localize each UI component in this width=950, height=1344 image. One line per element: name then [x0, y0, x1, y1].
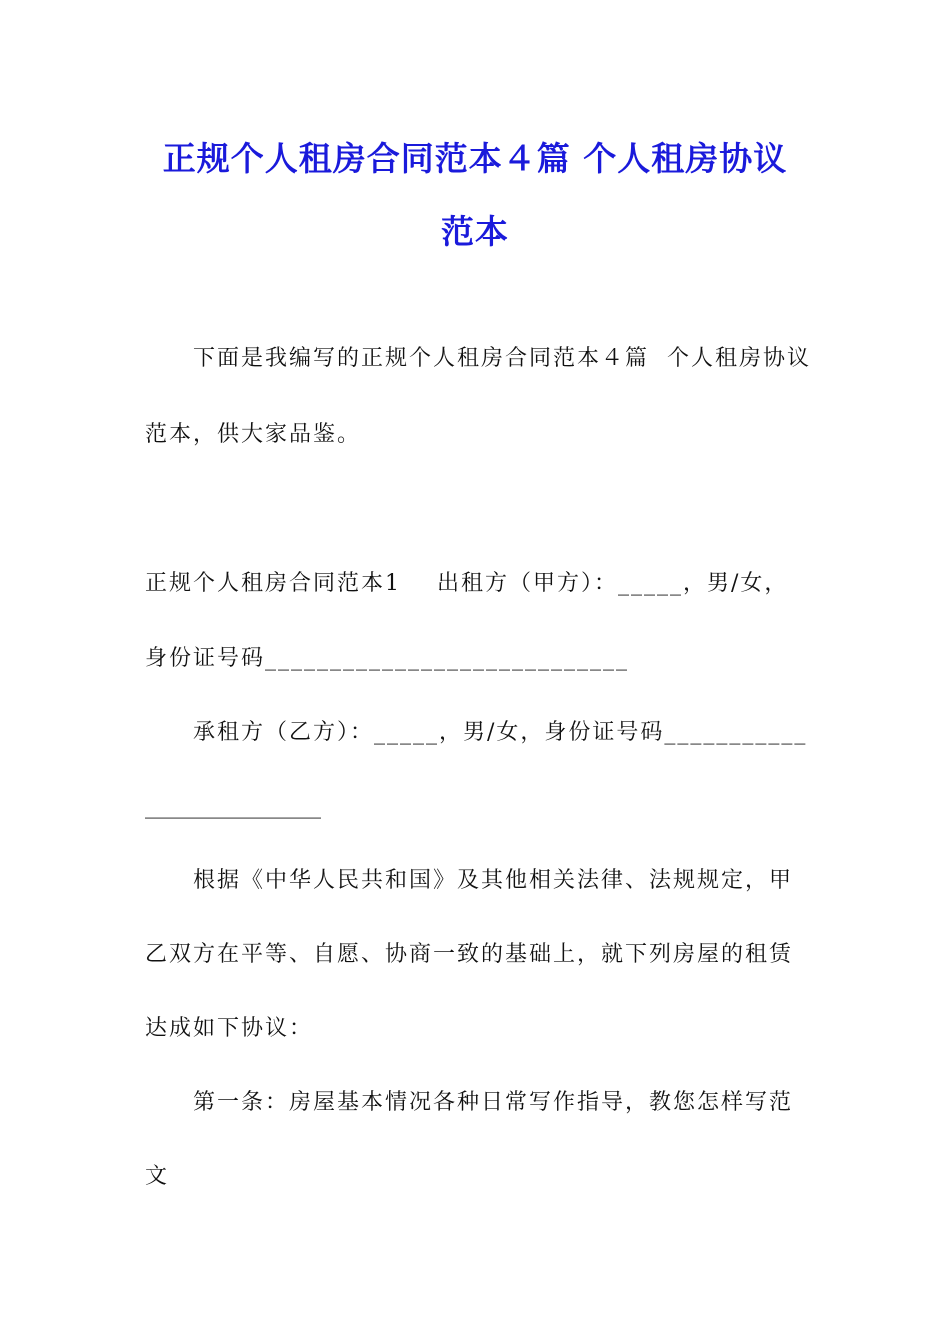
article-1-line-2: 文 [145, 1164, 170, 1189]
contract-heading-line-1: 正规个人租房合同范本1 出租方（甲方）：_____，男/女， [145, 571, 789, 596]
lessee-line-2: ________________ [145, 794, 321, 819]
article-1-line-1: 第一条：房屋基本情况各种日常写作指导，教您怎样写范 [193, 1090, 794, 1115]
basis-line-3: 达成如下协议： [145, 1016, 314, 1041]
document-title-line-2: 范本 [441, 212, 509, 251]
basis-line-1: 根据《中华人民共和国》及其他相关法律、法规规定，甲 [193, 868, 794, 893]
lessee-line-1: 承租方（乙方）：_____，男/女，身份证号码___________ [193, 720, 808, 745]
document-title-line-1: 正规个人租房合同范本４篇 个人租房协议 [162, 139, 788, 178]
contract-heading-line-2: 身份证号码____________________________ [145, 646, 630, 671]
intro-line-1: 下面是我编写的正规个人租房合同范本４篇 个人租房协议 [193, 346, 811, 371]
intro-line-2: 范本，供大家品鉴。 [145, 422, 362, 447]
basis-line-2: 乙双方在平等、自愿、协商一致的基础上，就下列房屋的租赁 [145, 942, 794, 967]
